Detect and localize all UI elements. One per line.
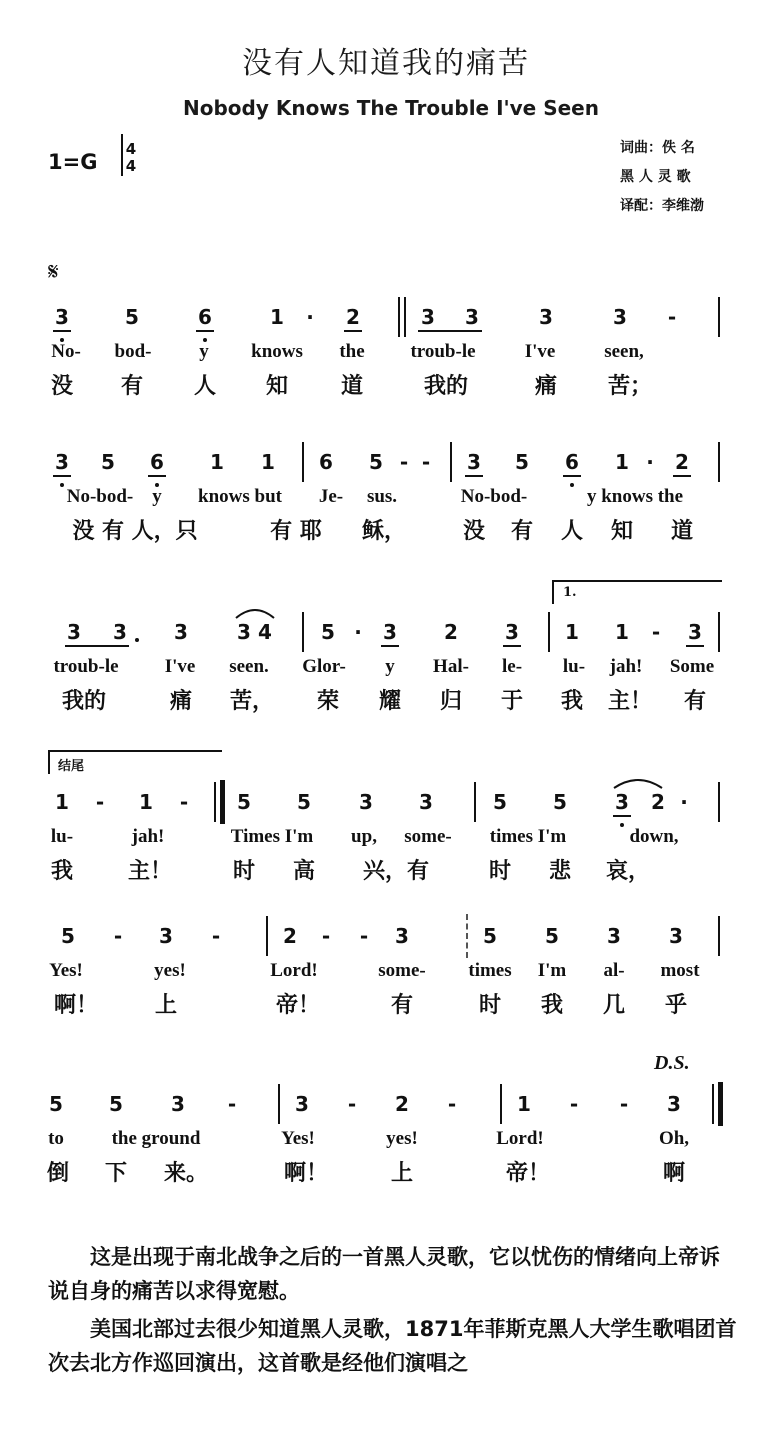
chinese-lyric: 苦； bbox=[607, 374, 653, 399]
chinese-lyric: 我 bbox=[540, 993, 564, 1018]
note: 5 bbox=[493, 790, 507, 814]
note: 5 bbox=[545, 924, 559, 948]
chinese-lyric: 人 bbox=[193, 374, 217, 399]
note-dash: - bbox=[179, 790, 189, 814]
lyric: sus. bbox=[366, 486, 398, 507]
chinese-lyric: 哀， bbox=[605, 859, 651, 884]
note: 3 bbox=[505, 620, 519, 644]
note: 3 bbox=[667, 1092, 681, 1116]
note: 5 bbox=[237, 790, 251, 814]
key-signature: 1=G bbox=[48, 150, 98, 174]
note-dot: · bbox=[354, 620, 362, 644]
lyric: lu- bbox=[50, 826, 74, 847]
chinese-lyric: 稣， bbox=[361, 519, 407, 544]
lyric: seen, bbox=[604, 341, 644, 362]
chinese-lyric: 几 bbox=[602, 993, 626, 1018]
credit-translator: 译配：李维渤 bbox=[620, 198, 704, 214]
note: 3 bbox=[688, 620, 702, 644]
chinese-lyric: 时 bbox=[478, 993, 502, 1018]
first-ending-bracket bbox=[552, 580, 722, 604]
note-dash: - bbox=[227, 1092, 237, 1116]
lyric: Yes! bbox=[49, 960, 83, 981]
chinese-lyric: 人 bbox=[560, 519, 584, 544]
lyric: the ground bbox=[111, 1128, 201, 1149]
chinese-lyric: 乎 bbox=[664, 993, 688, 1018]
note-dash: - bbox=[95, 790, 105, 814]
credits bbox=[620, 134, 704, 221]
chinese-lyric: 主！ bbox=[127, 859, 173, 884]
lyric: some- bbox=[404, 826, 452, 847]
time-signature-bottom: 4 bbox=[125, 157, 137, 175]
chinese-lyric: 我的 bbox=[423, 374, 469, 399]
time-signature bbox=[121, 141, 141, 175]
lyric: Je- bbox=[318, 486, 344, 507]
note: 1 bbox=[139, 790, 153, 814]
chinese-lyric: 时 bbox=[232, 859, 256, 884]
note-dash: - bbox=[447, 1092, 457, 1116]
note-dot: · bbox=[646, 450, 654, 474]
note: 6 bbox=[150, 450, 164, 474]
note: 6 bbox=[565, 450, 579, 474]
score-row-6 bbox=[0, 1092, 772, 1202]
note: 1 bbox=[517, 1092, 531, 1116]
note: 2 bbox=[283, 924, 297, 948]
note: 5 bbox=[101, 450, 115, 474]
lyric: knows but bbox=[198, 486, 282, 507]
tie-slur bbox=[234, 604, 276, 620]
lyric: le- bbox=[501, 656, 523, 677]
note: 3 bbox=[174, 620, 188, 644]
note: 4 bbox=[258, 620, 272, 644]
lyric: times I'm bbox=[489, 826, 567, 847]
note: 5 bbox=[109, 1092, 123, 1116]
note: 3 bbox=[395, 924, 409, 948]
lyric: troub-le bbox=[410, 341, 476, 362]
lyric: up, bbox=[351, 826, 377, 847]
lyric: Hal- bbox=[433, 656, 469, 677]
lyric: Times I'm bbox=[230, 826, 314, 847]
note: 3 bbox=[613, 305, 627, 329]
lyric: Yes! bbox=[281, 1128, 315, 1149]
note: 2 bbox=[651, 790, 665, 814]
note: 1 bbox=[615, 620, 629, 644]
score-row-2 bbox=[0, 450, 772, 560]
chinese-lyric: 啊！ bbox=[53, 993, 99, 1018]
chinese-lyric: 帝！ bbox=[505, 1161, 551, 1186]
note: 5 bbox=[483, 924, 497, 948]
lyric: jah! bbox=[131, 826, 165, 847]
chinese-lyric: 于 bbox=[500, 689, 524, 714]
note-dash: - bbox=[651, 620, 661, 644]
chinese-lyric: 倒 bbox=[46, 1161, 70, 1186]
lyric: y bbox=[152, 486, 162, 507]
lyric: times bbox=[468, 960, 512, 981]
lyric: No- bbox=[51, 341, 81, 362]
chinese-lyric: 道 bbox=[670, 519, 694, 544]
note-dash: - bbox=[569, 1092, 579, 1116]
lyric: Glor- bbox=[302, 656, 346, 677]
note-dash: - bbox=[667, 305, 677, 329]
score-row-1 bbox=[0, 305, 772, 415]
chinese-lyric: 下 bbox=[104, 1161, 128, 1186]
lyric: bod- bbox=[114, 341, 152, 362]
chinese-lyric: 归 bbox=[439, 689, 463, 714]
first-ending-label: 1. bbox=[563, 585, 577, 600]
tie-slur bbox=[612, 774, 664, 790]
credit-lyrics-music: 词曲：佚 名 bbox=[620, 140, 695, 156]
note: 2 bbox=[346, 305, 360, 329]
note: 3 bbox=[295, 1092, 309, 1116]
chinese-lyric: 痛 bbox=[169, 689, 193, 714]
chinese-lyric: 知 bbox=[265, 374, 289, 399]
note-dot: · bbox=[680, 790, 688, 814]
score-row-3 bbox=[0, 620, 772, 730]
lyric: Oh, bbox=[658, 1128, 690, 1149]
lyric: to bbox=[48, 1128, 64, 1149]
chinese-lyric: 没 bbox=[50, 374, 74, 399]
chinese-lyric: 知 bbox=[610, 519, 634, 544]
time-signature-top: 4 bbox=[125, 140, 137, 158]
note: 5 bbox=[61, 924, 75, 948]
lyric: y bbox=[385, 656, 395, 677]
lyric: troub-le bbox=[53, 656, 119, 677]
lyric: some- bbox=[378, 960, 426, 981]
chinese-lyric: 上 bbox=[390, 1161, 414, 1186]
lyric: y bbox=[199, 341, 209, 362]
chinese-lyric: 我 bbox=[50, 859, 74, 884]
lyric: I've bbox=[164, 656, 196, 677]
chinese-lyric: 有 bbox=[120, 374, 144, 399]
song-title-english: Nobody Knows The Trouble I've Seen bbox=[183, 96, 599, 120]
description-paragraph-2: 美国北部过去很少知道黑人灵歌，1871年菲斯克黑人大学生歌唱团首次去北方作巡回演出，这首歌是经他们演唱之 bbox=[48, 1317, 737, 1375]
note: 5 bbox=[321, 620, 335, 644]
note: 2 bbox=[395, 1092, 409, 1116]
lyric: Some bbox=[669, 656, 715, 677]
chinese-lyric: 有 bbox=[683, 689, 707, 714]
note-dot: · bbox=[306, 305, 314, 329]
note: 6 bbox=[319, 450, 333, 474]
note: 3 bbox=[55, 450, 69, 474]
note: 3 bbox=[465, 305, 479, 329]
note: 5 bbox=[125, 305, 139, 329]
chinese-lyric: 没 bbox=[462, 519, 486, 544]
note-dash: - bbox=[619, 1092, 629, 1116]
note: 6 bbox=[198, 305, 212, 329]
chinese-lyric: 耀 bbox=[378, 689, 402, 714]
chinese-lyric: 我 bbox=[560, 689, 584, 714]
chinese-lyric: 有 耶 bbox=[270, 519, 322, 544]
note: 1 bbox=[565, 620, 579, 644]
note: 3 bbox=[55, 305, 69, 329]
chinese-lyric: 啊 bbox=[662, 1161, 686, 1186]
lyric: the bbox=[339, 341, 365, 362]
note: 1 bbox=[55, 790, 69, 814]
lyric: lu- bbox=[562, 656, 586, 677]
note: 3 bbox=[171, 1092, 185, 1116]
chinese-lyric: 痛 bbox=[534, 374, 558, 399]
note: 3 bbox=[669, 924, 683, 948]
note-dash: - bbox=[113, 924, 123, 948]
lyric: down, bbox=[629, 826, 679, 847]
chinese-lyric: 道 bbox=[340, 374, 364, 399]
chinese-lyric: 啊！ bbox=[283, 1161, 329, 1186]
lyric: yes! bbox=[386, 1128, 418, 1149]
ending-label: 结尾 bbox=[58, 759, 85, 774]
chinese-lyric: 没 有 人，只 bbox=[72, 519, 198, 544]
lyric: y knows the bbox=[586, 486, 684, 507]
note: 3 bbox=[421, 305, 435, 329]
song-title-chinese: 没有人知道我的痛苦 bbox=[242, 46, 530, 81]
song-description bbox=[48, 1240, 738, 1380]
note: 3 bbox=[237, 620, 251, 644]
lyric: Lord! bbox=[496, 1128, 544, 1149]
lyric: Lord! bbox=[270, 960, 318, 981]
chinese-lyric: 有 bbox=[390, 993, 414, 1018]
note: 3 bbox=[159, 924, 173, 948]
segno-sign: 𝄋 bbox=[48, 257, 59, 286]
note-dash: - bbox=[421, 450, 431, 474]
note: 2 bbox=[675, 450, 689, 474]
chinese-lyric: 荣 bbox=[316, 689, 340, 714]
note-dash: - bbox=[347, 1092, 357, 1116]
note: 5 bbox=[297, 790, 311, 814]
note-dash: - bbox=[321, 924, 331, 948]
note: 1 bbox=[615, 450, 629, 474]
lyric: knows bbox=[251, 341, 303, 362]
note: 3 bbox=[539, 305, 553, 329]
note: 5 bbox=[369, 450, 383, 474]
note: 1 bbox=[270, 305, 284, 329]
lyric: jah! bbox=[609, 656, 643, 677]
note: 1 bbox=[261, 450, 275, 474]
chinese-lyric: 高 bbox=[292, 859, 316, 884]
note: 3 bbox=[113, 620, 127, 644]
lyric: most bbox=[660, 960, 700, 981]
note: 3 bbox=[67, 620, 81, 644]
chinese-lyric: 有 bbox=[510, 519, 534, 544]
score-row-5 bbox=[0, 924, 772, 1034]
note: 2 bbox=[444, 620, 458, 644]
chinese-lyric: 时 bbox=[488, 859, 512, 884]
credit-genre: 黑 人 灵 歌 bbox=[620, 169, 691, 185]
chinese-lyric: 来。 bbox=[163, 1161, 209, 1186]
note: 3 bbox=[615, 790, 629, 814]
chinese-lyric: 我的 bbox=[61, 689, 107, 714]
lyric: seen. bbox=[229, 656, 269, 677]
note: 3 bbox=[607, 924, 621, 948]
chinese-lyric: 主！ bbox=[607, 689, 653, 714]
chinese-lyric: 兴，有 bbox=[362, 859, 430, 884]
note-dash: - bbox=[211, 924, 221, 948]
lyric: yes! bbox=[154, 960, 186, 981]
lyric: No-bod- bbox=[460, 486, 528, 507]
note-dash: - bbox=[359, 924, 369, 948]
note: 3 bbox=[359, 790, 373, 814]
note: 3 bbox=[383, 620, 397, 644]
note: 3 bbox=[419, 790, 433, 814]
note: 5 bbox=[515, 450, 529, 474]
note: 3 bbox=[467, 450, 481, 474]
dal-segno-mark: D.S. bbox=[654, 1052, 690, 1074]
chinese-lyric: 苦， bbox=[229, 689, 275, 714]
lyric: No-bod- bbox=[66, 486, 134, 507]
chinese-lyric: 悲 bbox=[548, 859, 572, 884]
note: 1 bbox=[210, 450, 224, 474]
note: 5 bbox=[49, 1092, 63, 1116]
score-row-4 bbox=[0, 790, 772, 900]
chinese-lyric: 帝！ bbox=[275, 993, 321, 1018]
lyric: al- bbox=[603, 960, 625, 981]
chinese-lyric: 上 bbox=[154, 993, 178, 1018]
note-dash: - bbox=[399, 450, 409, 474]
description-paragraph-1: 这是出现于南北战争之后的一首黑人灵歌，它以忧伤的情绪向上帝诉说自身的痛苦以求得宽慰。 bbox=[48, 1245, 720, 1303]
lyric: I'm bbox=[537, 960, 567, 981]
note: 5 bbox=[553, 790, 567, 814]
lyric: I've bbox=[524, 341, 556, 362]
